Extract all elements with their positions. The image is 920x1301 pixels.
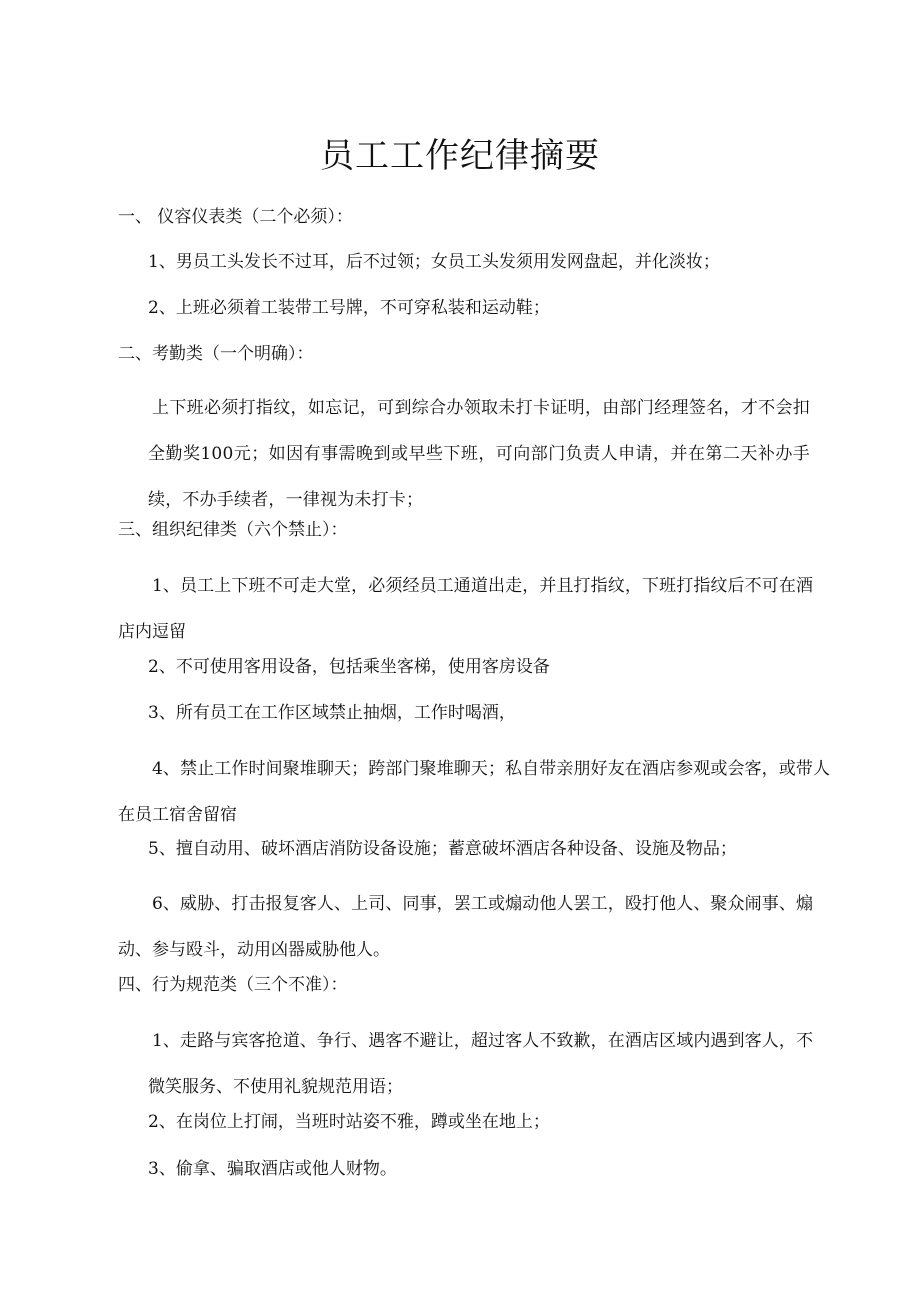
list-item: 3、所有员工在工作区域禁止抽烟，工作时喝酒，: [148, 703, 516, 723]
list-item: 1、走路与宾客抢道、争行、遇客不避让，超过客人不致歉，在酒店区域内遇到客人，不微笑服务、不使用礼貌规范用语；: [148, 1031, 813, 1097]
section-heading: 二、考勤类（一个明确）：: [118, 344, 314, 364]
list-item: 1、员工上下班不可走大堂，必须经员工通道出走，并且打指纹，下班打指纹后不可在酒店内逗留: [118, 576, 813, 642]
section-heading: 四、行为规范类（三个不准）：: [118, 975, 348, 995]
section-heading: 一、 仪容仪表类（二个必须）：: [118, 207, 353, 227]
list-item: 2、不可使用客用设备，包括乘坐客梯，使用客房设备: [148, 657, 550, 677]
list-item: 2、上班必须着工装带工号牌，不可穿私装和运动鞋；: [148, 298, 550, 318]
paragraph: 上下班必须打指纹，如忘记，可到综合办领取未打卡证明，由部门经理签名，才不会扣全勤奖100元；如因有事需晚到或早些下班，可向部门负责人申请，并在第二天补办手续，不办手续者，一律视为未打卡；: [148, 398, 810, 510]
list-item: 3、偷拿、骗取酒店或他人财物。: [148, 1159, 397, 1179]
list-item: 4、禁止工作时间聚堆聊天；跨部门聚堆聊天；私自带亲朋好友在酒店参观或会客，或带人在员工宿舍留宿: [118, 759, 830, 825]
section-heading: 三、组织纪律类（六个禁止）：: [118, 520, 348, 540]
list-item: 6、威胁、打击报复客人、上司、同事，罢工或煽动他人罢工，殴打他人、聚众闹事、煽动、参与殴斗，动用凶器威胁他人。: [118, 894, 813, 960]
list-item: 2、在岗位上打闹，当班时站姿不雅，蹲或坐在地上；: [148, 1112, 550, 1132]
document-title: 员工工作纪律摘要: [320, 136, 600, 176]
list-item: 1、男员工头发长不过耳，后不过领；女员工头发须用发网盘起，并化淡妆；: [148, 252, 720, 272]
list-item: 5、擅自动用、破坏酒店消防设备设施；蓄意破坏酒店各种设备、设施及物品；: [148, 839, 737, 859]
